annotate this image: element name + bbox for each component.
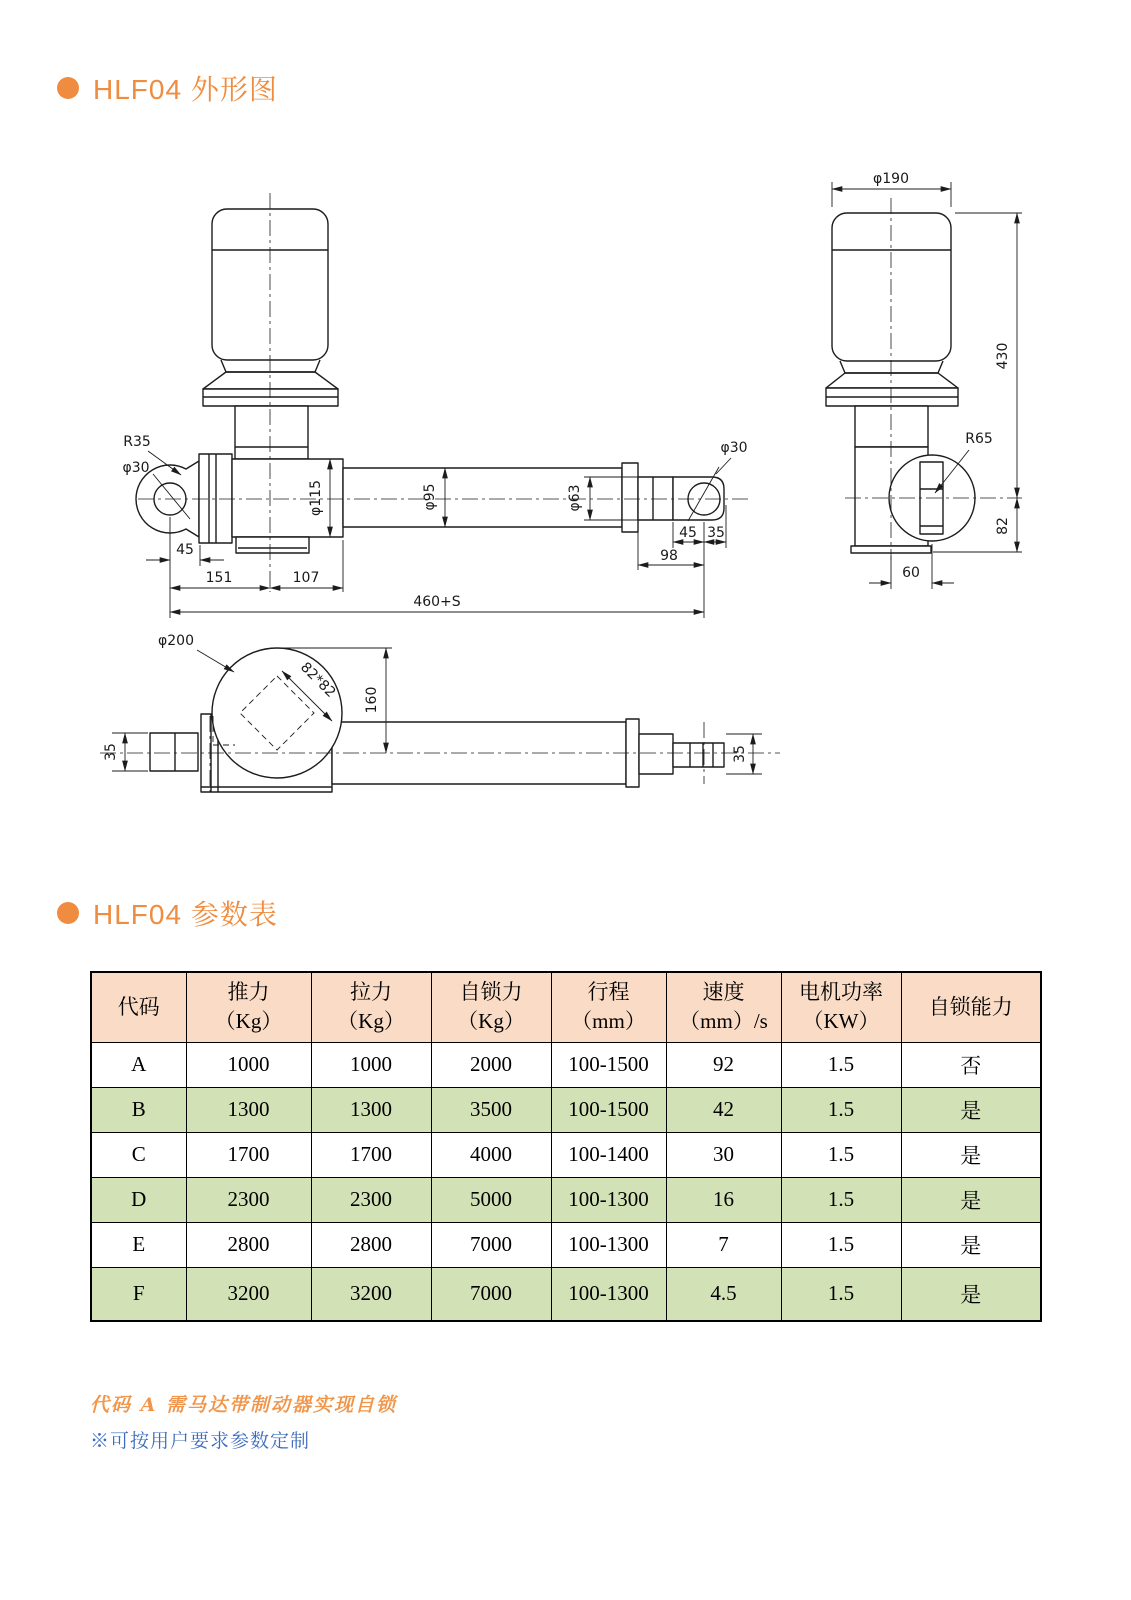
cell: A xyxy=(91,1042,186,1087)
cell: 30 xyxy=(666,1132,781,1177)
col-header-motor-power: 电机功率 （KW） xyxy=(781,972,901,1042)
cell: 16 xyxy=(666,1177,781,1222)
top-view xyxy=(100,633,780,792)
cell: 1300 xyxy=(186,1087,311,1132)
cell: 100-1300 xyxy=(551,1267,666,1321)
dim-label-d45-right: 45 xyxy=(679,525,697,541)
col-header-speed: 速度 （mm）/s xyxy=(666,972,781,1042)
dim-label-d151: 151 xyxy=(205,570,233,586)
cell: 3500 xyxy=(431,1087,551,1132)
cell: 1.5 xyxy=(781,1222,901,1267)
cell: 是 xyxy=(901,1132,1041,1177)
params-section-title xyxy=(57,893,278,933)
dim-label-d30-right: φ30 xyxy=(720,440,748,456)
cell: 42 xyxy=(666,1087,781,1132)
cell: 100-1400 xyxy=(551,1132,666,1177)
parameter-table xyxy=(90,971,1042,1322)
cell: 1700 xyxy=(186,1132,311,1177)
dim-label-d98: 98 xyxy=(660,548,678,564)
main-body xyxy=(232,459,343,537)
cell: C xyxy=(91,1132,186,1177)
section-title-text: HLF04 参数表 xyxy=(93,899,278,930)
gearbox-column xyxy=(235,406,308,459)
motor-circle-top xyxy=(212,648,342,778)
side-view xyxy=(826,171,1022,589)
cell: B xyxy=(91,1087,186,1132)
cell: 4.5 xyxy=(666,1267,781,1321)
piston-rod xyxy=(638,477,673,520)
dim-label-d63: φ63 xyxy=(567,484,583,512)
front-view xyxy=(122,193,748,618)
cell: 3200 xyxy=(311,1267,431,1321)
dim-label-total: 460+S xyxy=(413,594,461,610)
cell: 2300 xyxy=(311,1177,431,1222)
col-header-self-lock-force: 自锁力 （Kg） xyxy=(431,972,551,1042)
cell: 1.5 xyxy=(781,1132,901,1177)
front-clevis-plate xyxy=(673,743,724,767)
cell: 2300 xyxy=(186,1177,311,1222)
cell: 1000 xyxy=(311,1042,431,1087)
cell: 1.5 xyxy=(781,1177,901,1222)
rear-clevis-plate xyxy=(150,733,198,771)
cell: 是 xyxy=(901,1267,1041,1321)
cell: E xyxy=(91,1222,186,1267)
cell: D xyxy=(91,1177,186,1222)
cell: 5000 xyxy=(431,1177,551,1222)
cell: 7000 xyxy=(431,1267,551,1321)
dim-label-d35-right: 35 xyxy=(707,525,725,541)
dim-label-d200: φ200 xyxy=(158,633,194,649)
cell: 7 xyxy=(666,1222,781,1267)
cell: 1.5 xyxy=(781,1087,901,1132)
cell: 100-1500 xyxy=(551,1042,666,1087)
cell: 1.5 xyxy=(781,1042,901,1087)
dim-label-r65: R65 xyxy=(965,431,993,447)
bullet-icon xyxy=(57,902,79,924)
cell: 是 xyxy=(901,1222,1041,1267)
cell: 100-1300 xyxy=(551,1222,666,1267)
dim-label-d160: 160 xyxy=(364,686,380,714)
cell: 3200 xyxy=(186,1267,311,1321)
table-row-C xyxy=(91,1132,1041,1177)
dim-label-d35-left-top: 35 xyxy=(103,743,119,761)
header-row xyxy=(91,972,1041,1042)
dim-label-d190: φ190 xyxy=(873,171,909,187)
col-header-push-force: 推力 （Kg） xyxy=(186,972,311,1042)
cell: 2800 xyxy=(311,1222,431,1267)
dim-label-d30-left: φ30 xyxy=(122,460,150,476)
dim-label-d60: 60 xyxy=(902,565,920,581)
footnote-self-lock: 代码 A 需马达带制动器实现自锁 xyxy=(90,1394,397,1416)
dim-label-r35: R35 xyxy=(123,434,151,450)
cell: 2000 xyxy=(431,1042,551,1087)
dim-label-d45-left: 45 xyxy=(176,542,194,558)
cell: 4000 xyxy=(431,1132,551,1177)
cell: 1.5 xyxy=(781,1267,901,1321)
cell: 92 xyxy=(666,1042,781,1087)
table-row-A xyxy=(91,1042,1041,1087)
cell: 1700 xyxy=(311,1132,431,1177)
col-header-code: 代码 xyxy=(91,972,186,1042)
dim-label-d430: 430 xyxy=(995,342,1011,370)
cell: 100-1300 xyxy=(551,1177,666,1222)
table-row-B xyxy=(91,1087,1041,1132)
cell: 2800 xyxy=(186,1222,311,1267)
dim-label-d115: φ115 xyxy=(308,480,324,516)
dim-label-d82: 82 xyxy=(995,517,1011,535)
col-header-stroke: 行程 （mm） xyxy=(551,972,666,1042)
col-header-pull-force: 拉力 （Kg） xyxy=(311,972,431,1042)
col-header-self-lock-ability: 自锁能力 xyxy=(901,972,1041,1042)
table-row-E xyxy=(91,1222,1041,1267)
footnote-customization: ※可按用户要求参数定制 xyxy=(90,1431,311,1452)
dim-label-d95: φ95 xyxy=(422,483,438,511)
cell: 是 xyxy=(901,1177,1041,1222)
cell: F xyxy=(91,1267,186,1321)
table-row-D xyxy=(91,1177,1041,1222)
dim-label-square: 82*82 xyxy=(297,659,339,701)
motor-body-side xyxy=(832,213,951,361)
dim-label-d107: 107 xyxy=(292,570,320,586)
dim-label-d35-right-top: 35 xyxy=(732,745,748,763)
cell: 否 xyxy=(901,1042,1041,1087)
section-title-text: HLF04 外形图 xyxy=(93,74,278,105)
cell: 1300 xyxy=(311,1087,431,1132)
rod-top xyxy=(639,734,673,774)
table-row-F xyxy=(91,1267,1041,1321)
cell: 1000 xyxy=(186,1042,311,1087)
cell: 7000 xyxy=(431,1222,551,1267)
cell: 是 xyxy=(901,1087,1041,1132)
cell: 100-1500 xyxy=(551,1087,666,1132)
